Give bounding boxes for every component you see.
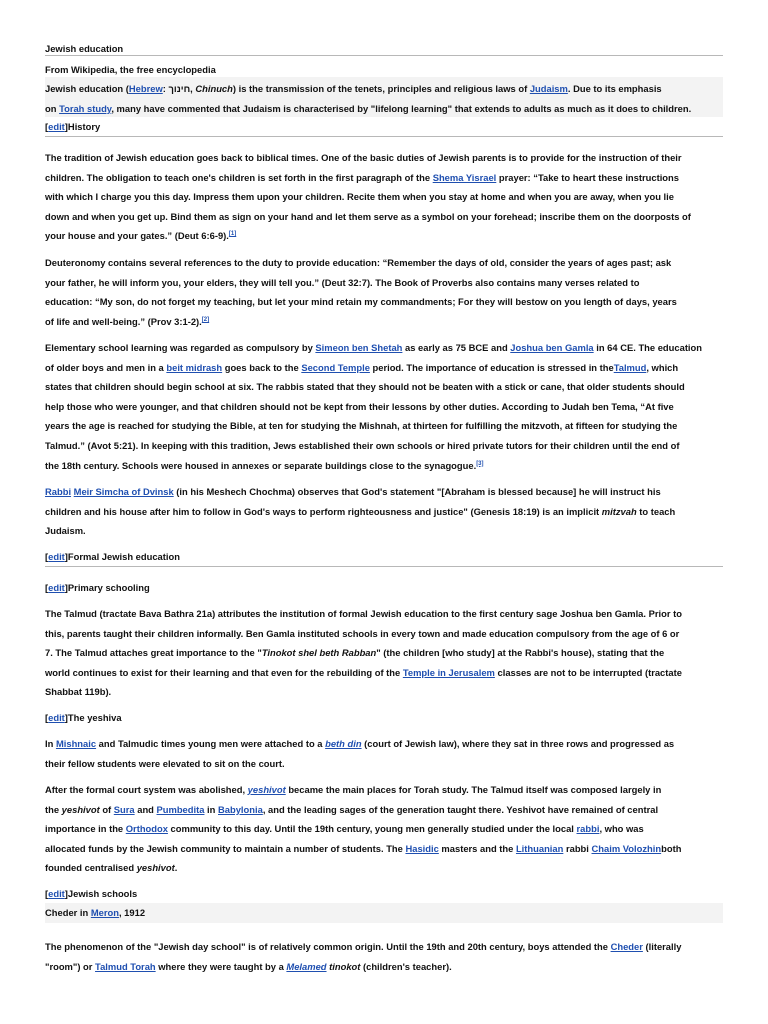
source-line xyxy=(45,64,723,75)
heading-primary: [edit]Primary schooling xyxy=(45,582,150,593)
image-caption: Cheder in Meron, 1912 xyxy=(45,903,723,923)
ref-2[interactable]: [2] xyxy=(201,316,210,323)
paragraph-history-4: Rabbi Meir Simcha of Dvinsk (in his Meshech Chochma) observes that God's statement "[Abraham is blessed because] he will instruct his children and his house after him to follow in God's ways to perform righteousness and justice" (Genesis 18:19) is an implicit mitzvah to teach Judaism. xyxy=(45,486,676,537)
link-chaim-volozhin[interactable]: Chaim Volozhin xyxy=(591,842,662,854)
mitzvah-term: mitzvah xyxy=(601,505,637,517)
link-simeon-ben-shetah[interactable]: Simeon ben Shetah xyxy=(315,342,403,353)
link-rabbi-local[interactable]: rabbi xyxy=(576,823,600,835)
intro-paragraph xyxy=(45,82,723,121)
paragraph-primary: The Talmud (tractate Bava Bathra 21a) attributes the institution of formal Jewish education to the first century sage Joshua ben Gamla. Prior to this, parents taught their children informally. Ben Gamla instituted schools in every town and made education compulsory from the age of 6 or 7. The Talmud attaches great importance to the "Tinokot shel beth Rabban" (the children [who study] at the Rabbi's house), stating that the world continues to exist for their learning and that even for the rebuilding of the Temple in Jerusalem classes are not to be interrupted (tractate Shabbat 119b). xyxy=(45,608,682,698)
link-melamed[interactable]: Melamed xyxy=(286,960,327,972)
paragraph-history-1: The tradition of Jewish education goes back to biblical times. One of the basic duties of Jewish parents is to provide for the instruction of their children. The obligation to teach one's children is set forth in the first paragraph of the Shema Yisrael prayer: “Take to heart these instructions with which I charge you this day. Impress them upon your children. Recite them when you stay at home and when you are away, when you lie down and when you get up. Bind them as sign on your hand and let them serve as a symbol on your forehead; inscribe them on the doorposts of your house and your gates.” (Deut 6:6-9).[1] xyxy=(45,152,691,242)
link-cheder[interactable]: Cheder xyxy=(610,941,643,952)
link-sura[interactable]: Sura xyxy=(113,803,135,815)
link-second-temple[interactable]: Second Temple xyxy=(301,361,370,373)
page-title-row xyxy=(45,43,723,56)
link-beit-midrash[interactable]: beit midrash xyxy=(166,361,223,373)
link-babylonia[interactable]: Babylonia xyxy=(218,803,263,815)
link-talmud-torah[interactable]: Talmud Torah xyxy=(95,960,156,972)
link-yeshivot[interactable]: yeshivot xyxy=(247,784,286,795)
page-title: Jewish education xyxy=(45,43,124,54)
heading-schools-text: Jewish schools xyxy=(67,888,138,899)
edit-link-yeshiva[interactable]: edit xyxy=(48,712,65,723)
paragraph-yeshiva-2: After the formal court system was abolished, yeshivot became the main places for Torah study. The Talmud itself was composed largely in the yeshivot of Sura and Pumbedita in Babylonia, and the leading sages of the generation taught there. Yeshivot have remained of central importance in the Orthodox community to this day. Until the 19th century, young men generally studied under the local rabbi, who was allocated funds by the Jewish community to maintain a number of students. The Hasidic masters and the Lithuanian rabbi Chaim Volozhinboth founded centralised yeshivot. xyxy=(45,784,682,874)
paragraph-history-2: Deuteronomy contains several references to the duty to provide education: “Remember the days of old, consider the years of ages past; ask your father, he will inform you, your elders, they will tell you.” (Deut 32:7). The Book of Proverbs also contains many verses related to education: “My son, do not forget my teaching, but let your mind retain my commandments; For they will bestow on you length of days, years of life and well-being.” (Prov 3:1-2).[2] xyxy=(45,257,677,327)
heading-yeshiva: [edit]The yeshiva xyxy=(45,712,122,723)
heading-primary-text: Primary schooling xyxy=(67,582,150,593)
paragraph-history-3: Elementary school learning was regarded as compulsory by Simeon ben Shetah as early as 75 BCE and Joshua ben Gamla in 64 CE. The education of older boys and men in a beit midrash goes back to the Second Temple period. The importance of education is stressed in theTalmud, which states that children should begin school at six. The rabbis stated that they should not be beaten with a stick or cane, that older students should help those who were younger, and that children should not be kept from their lessons by other duties. According to Judah ben Tema, “At five years the age is reached for studying the Bible, at ten for studying the Mishnah, at thirteen for fulfilling the mitzvoth, at fifteen for studying the Talmud.” (Avot 5:21). In keeping with this tradition, Jews established their own schools or hired private tutors for their children until the end of the 18th century. Schools were housed in annexes or separate buildings close to the synagogue.[3] xyxy=(45,342,702,471)
link-judaism[interactable]: Judaism xyxy=(529,83,568,94)
heading-history-text: History xyxy=(67,121,101,132)
link-temple-in-jerusalem[interactable]: Temple in Jerusalem xyxy=(402,666,495,678)
heading-formal-text: Formal Jewish education xyxy=(67,551,180,562)
ref-3[interactable]: [3] xyxy=(476,460,484,467)
heading-history: [edit]History xyxy=(45,121,723,137)
source-text: From Wikipedia, the free encyclopedia xyxy=(45,64,216,75)
link-meir-simcha[interactable]: Meir Simcha of Dvinsk xyxy=(73,486,174,497)
link-pumbedita[interactable]: Pumbedita xyxy=(156,803,205,815)
link-beth-din[interactable]: beth din xyxy=(325,738,362,749)
paragraph-yeshiva-1: In Mishnaic and Talmudic times young men were attached to a beth din (court of Jewish law), where they sat in three rows and progressed as their fellow students were elevated to sit on the court. xyxy=(45,738,675,769)
edit-link-history[interactable]: edit xyxy=(48,121,65,132)
intro-line-1: Jewish education (Hebrew: חינוך‎, Chinuch) is the transmission of the tenets, principles and religious laws of Judaism. Due to its emphasis xyxy=(45,83,662,94)
intro-line-2: on Torah study, many have commented that Judaism is characterised by "lifelong learning" that extends to adults as much as it does to children. xyxy=(45,102,692,114)
edit-link-schools[interactable]: edit xyxy=(48,888,65,899)
link-meron[interactable]: Meron xyxy=(90,907,119,918)
edit-link-primary[interactable]: edit xyxy=(48,582,65,593)
link-torah-study[interactable]: Torah study xyxy=(59,102,112,114)
link-joshua-ben-gamla[interactable]: Joshua ben Gamla xyxy=(510,342,594,353)
heading-formal: [edit]Formal Jewish education xyxy=(45,551,723,567)
paragraph-schools: The phenomenon of the "Jewish day school" is of relatively common origin. Until the 19th and 20th century, boys attended the Cheder (literally "room") or Talmud Torah where they were taught by a Melamed tinokot (children's teacher). xyxy=(45,941,682,972)
link-hasidic[interactable]: Hasidic xyxy=(405,842,439,854)
link-rabbi[interactable]: Rabbi xyxy=(45,486,72,497)
link-mishnaic[interactable]: Mishnaic xyxy=(55,738,97,749)
edit-link-formal[interactable]: edit xyxy=(48,551,65,562)
link-hebrew[interactable]: Hebrew xyxy=(128,83,163,94)
chinuch-term: Chinuch xyxy=(195,83,233,94)
link-orthodox[interactable]: Orthodox xyxy=(125,823,168,835)
ref-1[interactable]: [1] xyxy=(228,231,237,238)
link-shema-yisrael[interactable]: Shema Yisrael xyxy=(432,171,497,183)
heading-yeshiva-text: The yeshiva xyxy=(67,712,122,723)
link-lithuanian[interactable]: Lithuanian xyxy=(515,842,564,854)
heading-schools: [edit]Jewish schools xyxy=(45,888,138,899)
link-talmud[interactable]: Talmud xyxy=(613,361,647,373)
